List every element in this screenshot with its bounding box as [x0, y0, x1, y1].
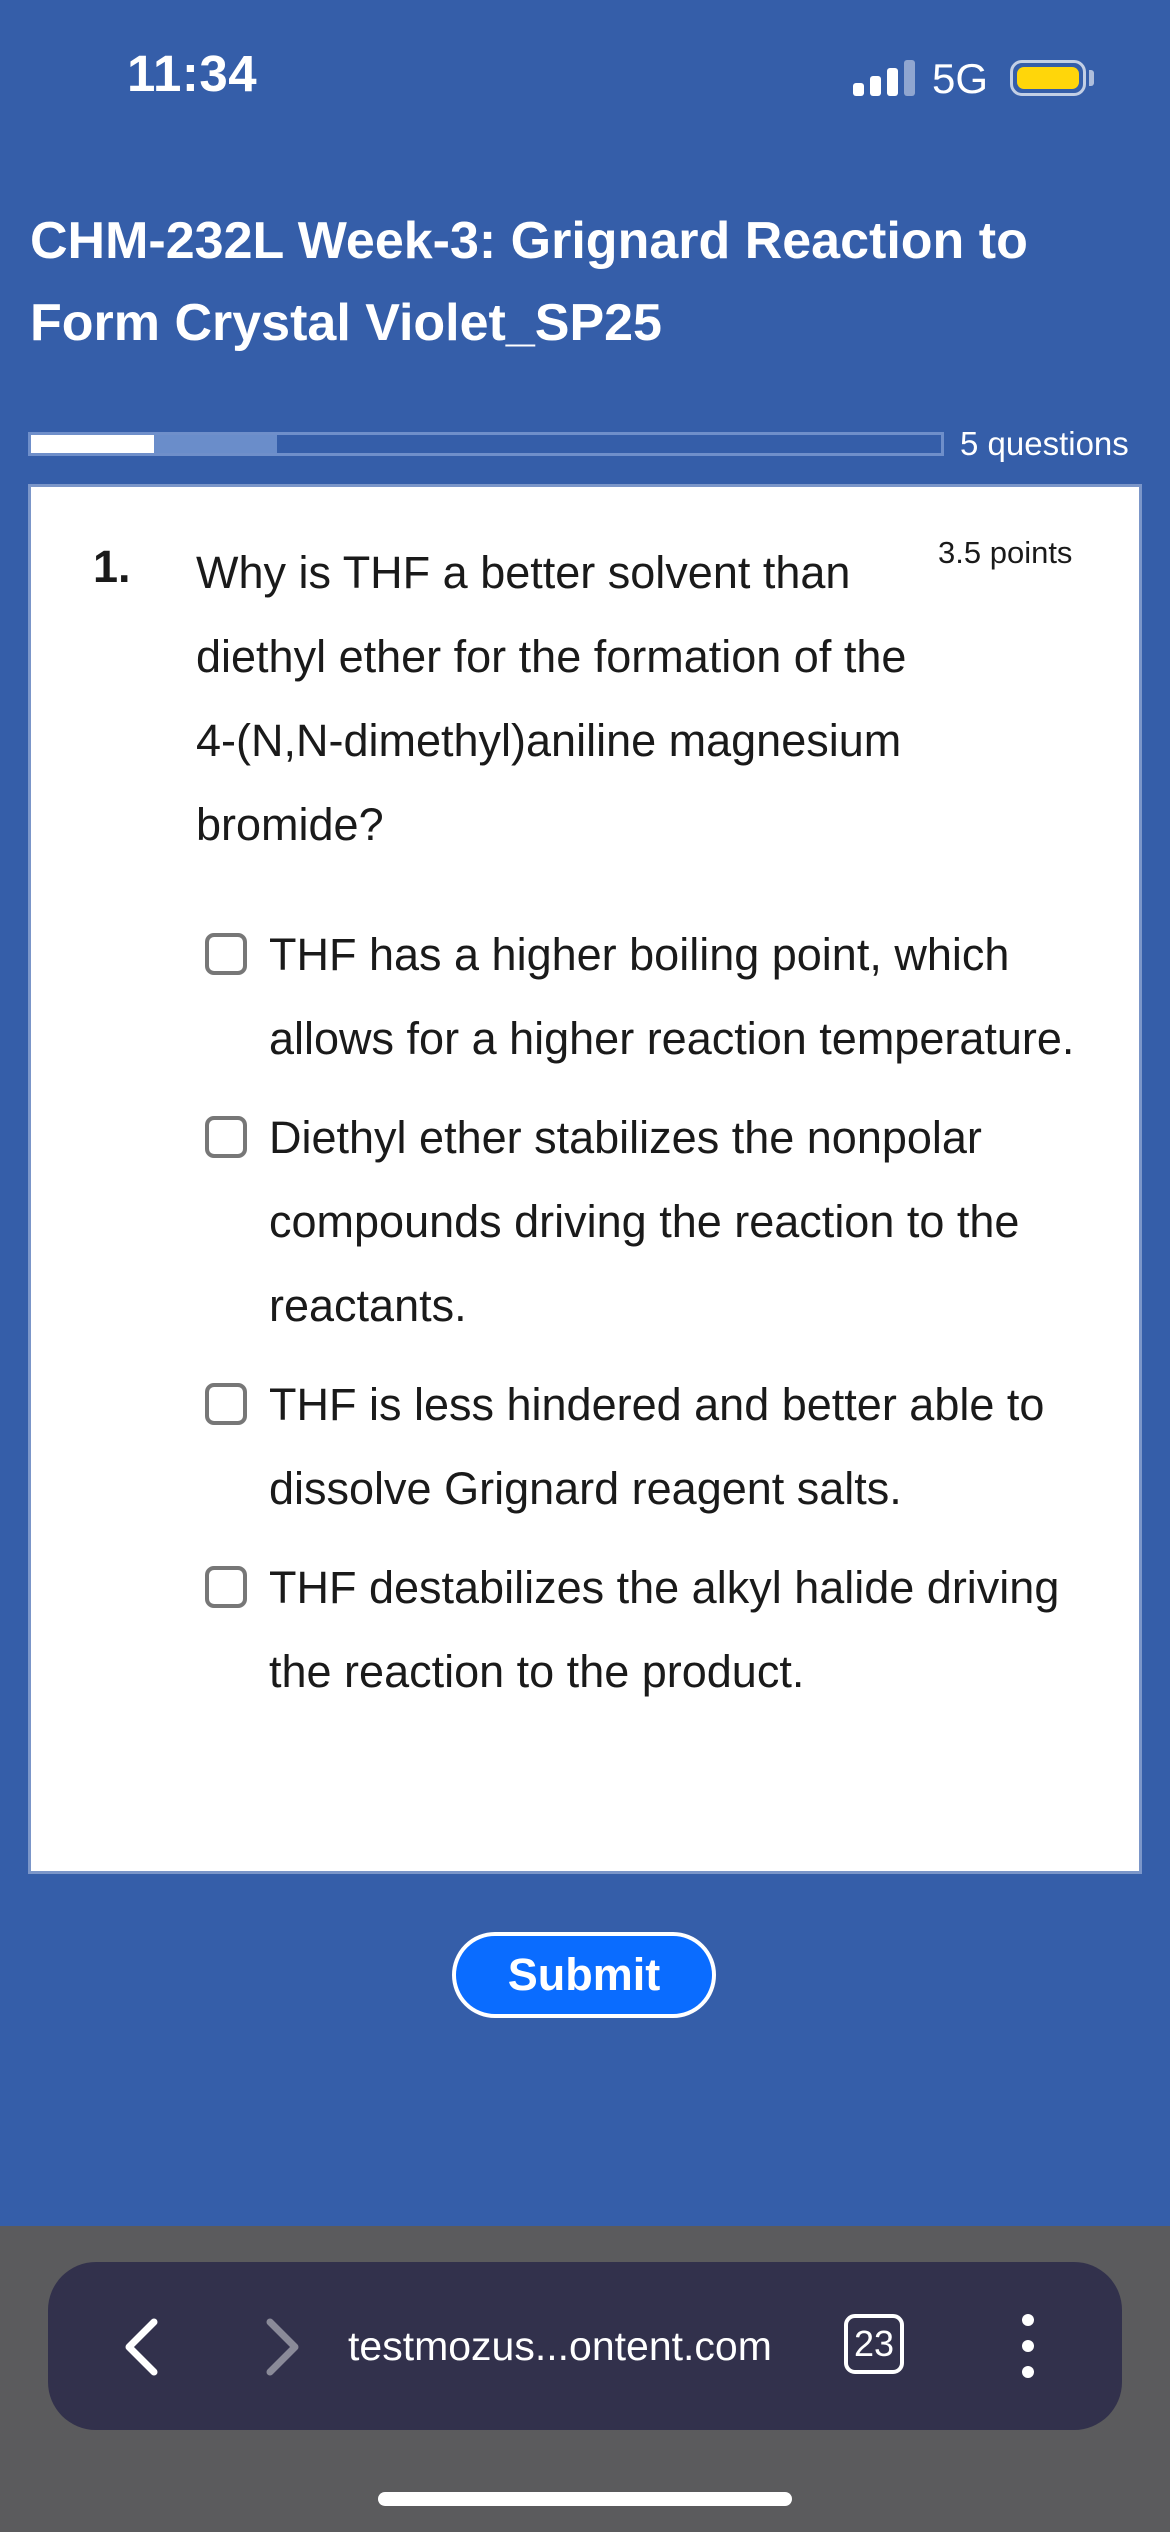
question-number: 1. [93, 541, 131, 592]
progress-current-question [154, 435, 277, 453]
answer-option[interactable] [205, 1546, 1125, 1714]
battery-tip [1089, 70, 1094, 86]
quiz-title: CHM-232L Week-3: Grignard Reaction to Form Crystal Violet_SP25 [30, 212, 1028, 352]
question-points: 3.5 points [938, 535, 1073, 570]
home-indicator[interactable] [378, 2492, 792, 2506]
vertical-ellipsis-icon[interactable] [1020, 2314, 1036, 2378]
battery-icon [1010, 60, 1086, 96]
submit-button[interactable]: Submit [452, 1932, 716, 2018]
status-time: 11:34 [127, 45, 258, 102]
chevron-left-icon[interactable] [112, 2312, 172, 2382]
answer-option[interactable] [205, 1363, 1125, 1531]
cellular-signal-icon [853, 60, 915, 96]
question-card [28, 484, 1142, 1874]
question-text: Why is THF a better solvent than diethyl ether for the formation of the 4-(N,N-dimethyl)aniline magnesium bromide? [196, 547, 907, 850]
answer-option[interactable] [205, 913, 1125, 1081]
answer-options [205, 913, 1125, 1714]
address-bar-url[interactable]: testmozus...ontent.com [348, 2323, 772, 2369]
answer-option-text: THF destabilizes the alkyl halide driving the reaction to the product. [269, 1562, 1060, 1697]
battery-level [1017, 67, 1079, 89]
answer-checkbox[interactable] [205, 1116, 247, 1158]
quiz-progress-bar [28, 432, 944, 456]
status-bar [0, 0, 1170, 150]
progress-completed [31, 435, 154, 453]
answer-option[interactable] [205, 1096, 1125, 1348]
network-type: 5G [932, 55, 989, 102]
browser-bottom-bar [0, 2226, 1170, 2532]
answer-option-text: THF is less hindered and better able to dissolve Grignard reagent salts. [269, 1379, 1045, 1514]
answer-checkbox[interactable] [205, 1383, 247, 1425]
answer-option-text: Diethyl ether stabilizes the nonpolar compounds driving the reaction to the reactants. [269, 1112, 1020, 1331]
chevron-right-icon[interactable] [252, 2312, 312, 2382]
answer-checkbox[interactable] [205, 1566, 247, 1608]
browser-toolbar [48, 2262, 1122, 2430]
tab-count-button[interactable]: 23 [844, 2314, 904, 2374]
question-count: 5 questions [960, 425, 1129, 462]
answer-checkbox[interactable] [205, 933, 247, 975]
answer-option-text: THF has a higher boiling point, which allows for a higher reaction temperature. [269, 929, 1075, 1064]
